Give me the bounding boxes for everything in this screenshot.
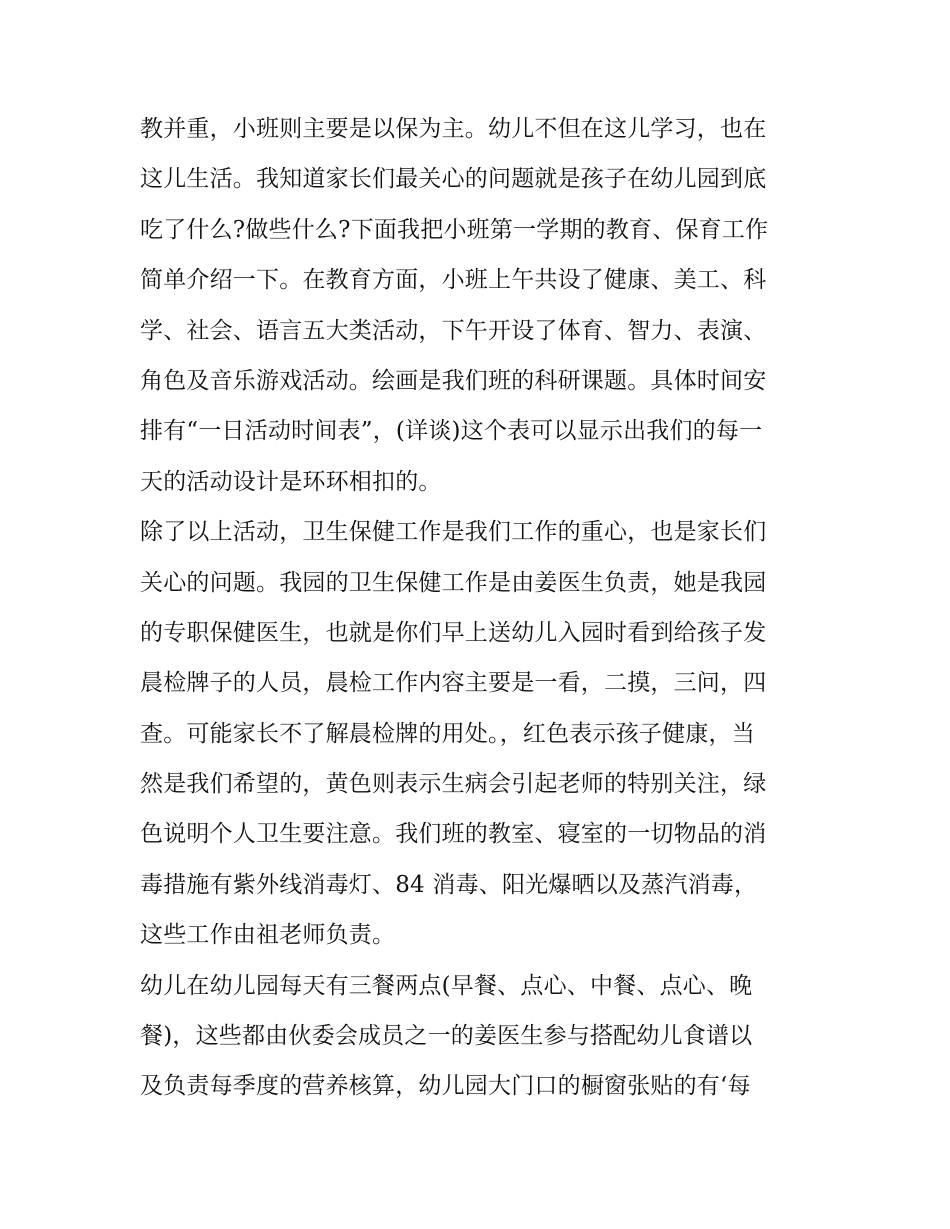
text-line: 简单介绍一下。在教育方面，小班上午共设了健康、美工、科 — [140, 267, 767, 294]
text-line: 排有“一日活动时间表”，(详谈)这个表可以显示出我们的每一 — [140, 418, 763, 445]
document-body — [140, 104, 840, 1112]
text-line: 教并重，小班则主要是以保为主。幼儿不但在这儿学习，也在 — [140, 116, 767, 142]
text-line: 餐)，这些都由伙委会成员之一的姜医生参与搭配幼儿食谱以 — [140, 1023, 753, 1050]
text-line: 这儿生活。我知道家长们最关心的问题就是孩子在幼儿园到底 — [140, 166, 767, 193]
text-line: 及负责每季度的营养核算，幼儿园大门口的橱窗张贴的有‘每 — [140, 1073, 751, 1100]
text-line: 的专职保健医生，也就是你们早上送幼儿入园时看到给孩子发 — [140, 619, 767, 646]
text-line: 晨检牌子的人员，晨检工作内容主要是一看，二摸，三问，四 — [140, 670, 767, 697]
text-line: 色说明个人卫生要注意。我们班的教室、寝室的一切物品的消 — [140, 821, 767, 848]
text-line: 毒措施有紫外线消毒灯、84 消毒、阳光爆晒以及蒸汽消毒， — [140, 871, 758, 898]
text-line: 幼儿在幼儿园每天有三餐两点(早餐、点心、中餐、点心、晚 — [140, 972, 753, 999]
text-line: 吃了什么?做些什么?下面我把小班第一学期的教育、保育工作 — [140, 216, 769, 243]
text-line: 学、社会、语言五大类活动，下午开设了体育、智力、表演、 — [140, 317, 767, 344]
text-line: 天的活动设计是环环相扣的。 — [140, 468, 442, 495]
text-line: 查。可能家长不了解晨检牌的用处。，红色表示孩子健康，当 — [140, 720, 755, 747]
text-line: 除了以上活动，卫生保健工作是我们工作的重心，也是家长们 — [140, 519, 767, 546]
text-line: 角色及音乐游戏活动。绘画是我们班的科研课题。具体时间安 — [140, 367, 767, 394]
text-line: 这些工作由祖老师负责。 — [140, 922, 396, 949]
text-line: 然是我们希望的，黄色则表示生病会引起老师的特别关注，绿 — [140, 771, 767, 798]
text-line: 关心的问题。我园的卫生保健工作是由姜医生负责，她是我园 — [140, 569, 767, 596]
